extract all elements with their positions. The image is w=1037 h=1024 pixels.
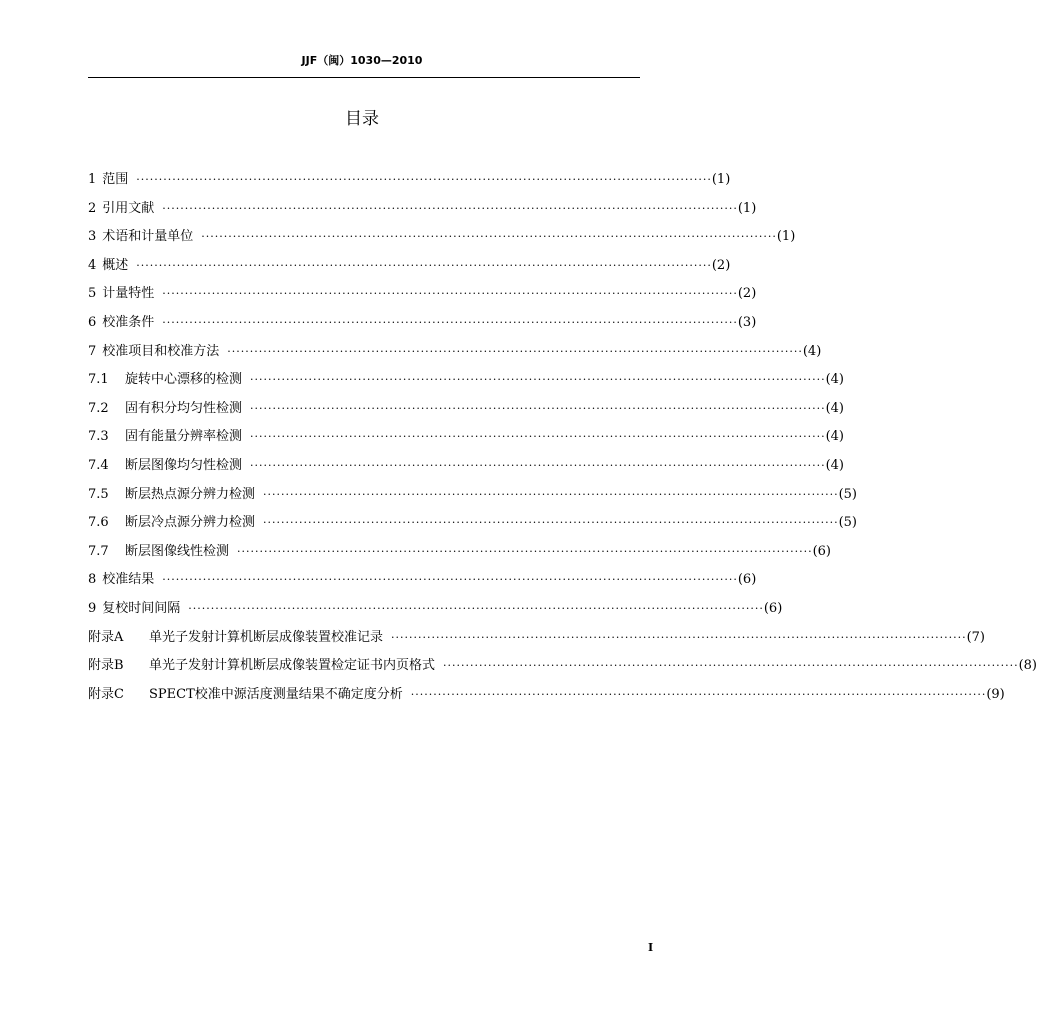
toc-entry[interactable] — [88, 425, 844, 454]
toc-entry-label: 术语和计量单位 — [102, 229, 194, 245]
toc-entry[interactable] — [88, 225, 796, 254]
toc-entry-page: (6) — [812, 543, 831, 559]
toc-entry[interactable] — [88, 311, 757, 340]
toc-entry-number: 9 — [88, 600, 97, 616]
toc-entry-label: 固有能量分辨率检测 — [125, 429, 243, 445]
toc-entry-label: 断层热点源分辨力检测 — [125, 486, 256, 502]
dot-leader: ································································································································ — [443, 659, 1019, 673]
toc-entry-label: 计量特性 — [102, 286, 155, 302]
header-rule — [88, 77, 640, 78]
toc-entry[interactable] — [88, 540, 831, 569]
toc-entry-label: 单光子发射计算机断层成像装置校准记录 — [149, 629, 384, 645]
dot-leader: ································································································································ — [162, 573, 738, 587]
dot-leader: ································································································································ — [162, 315, 738, 329]
toc-entry-number: 附录A — [88, 629, 124, 645]
toc-entry-page: (4) — [825, 429, 844, 445]
toc-entry-number: 7.1 — [88, 372, 109, 388]
toc-entry[interactable] — [88, 568, 757, 597]
dot-leader: ································································································································ — [263, 516, 839, 530]
toc-entry-number: 5 — [88, 286, 97, 302]
toc-entry[interactable] — [88, 597, 783, 626]
toc-entry[interactable] — [88, 397, 844, 426]
dot-leader: ································································································································ — [263, 487, 839, 501]
dot-leader: ································································································································ — [250, 401, 826, 415]
toc-entry-page: (4) — [825, 400, 844, 416]
toc-entry[interactable] — [88, 454, 844, 483]
dot-leader: ································································································································ — [136, 173, 712, 186]
toc-entry-number: 附录C — [88, 686, 124, 702]
toc-entry-number: 7 — [88, 343, 97, 359]
toc-entry-label: 校准结果 — [102, 572, 155, 588]
toc-entry-page: (5) — [838, 515, 857, 531]
toc-entry[interactable] — [88, 368, 844, 397]
toc-entry-number: 附录B — [88, 658, 124, 674]
toc-entry-page: (8) — [1018, 658, 1037, 674]
toc-entry[interactable] — [88, 340, 822, 369]
toc-entry-number: 7.4 — [88, 457, 109, 473]
dot-leader: ································································································································ — [250, 430, 826, 444]
toc-entry-page: (2) — [737, 286, 757, 302]
toc-entry-number: 4 — [88, 257, 97, 273]
toc-entry-label: 引用文献 — [102, 200, 155, 216]
toc-entry[interactable] — [88, 282, 757, 311]
toc-entry-number: 6 — [88, 314, 97, 330]
toc-entry[interactable] — [88, 197, 757, 226]
toc-entry-number: 7.2 — [88, 400, 109, 416]
toc-entry-label: 断层图像均匀性检测 — [125, 457, 243, 473]
toc-entry-label: 单光子发射计算机断层成像装置检定证书内页格式 — [149, 658, 436, 674]
toc-entry[interactable] — [88, 254, 731, 283]
toc-entry-number: 3 — [88, 229, 97, 245]
toc-entry[interactable] — [88, 626, 985, 655]
toc-entry[interactable] — [88, 683, 1005, 712]
toc-entry-page: (4) — [825, 372, 844, 388]
toc-entry-label: 校准项目和校准方法 — [102, 343, 220, 359]
dot-leader: ································································································································ — [162, 287, 738, 301]
table-of-contents — [88, 168, 1037, 711]
toc-entry-page: (3) — [737, 314, 757, 330]
toc-entry[interactable] — [88, 654, 1037, 683]
toc-entry-label: 概述 — [102, 257, 129, 273]
toc-entry-page: (7) — [966, 629, 985, 645]
toc-entry-page: (6) — [763, 600, 783, 616]
dot-leader: ································································································································ — [250, 373, 826, 387]
toc-entry-label: 校准条件 — [102, 314, 155, 330]
toc-entry-number: 7.5 — [88, 486, 109, 502]
toc-entry[interactable] — [88, 483, 857, 512]
toc-entry-page: (5) — [838, 486, 857, 502]
toc-entry-label: SPECT校准中源活度测量结果不确定度分析 — [149, 686, 403, 702]
toc-entry-label: 断层图像线性检测 — [125, 543, 230, 559]
dot-leader: ································································································································ — [188, 601, 764, 615]
dot-leader: ································································································································ — [201, 230, 777, 244]
toc-entry-number: 1 — [88, 172, 97, 187]
toc-entry-page: (1) — [776, 229, 796, 245]
toc-entry[interactable] — [88, 511, 857, 540]
toc-entry-number: 7.3 — [88, 429, 109, 445]
dot-leader: ································································································································ — [227, 344, 803, 358]
dot-leader: ································································································································ — [410, 687, 987, 701]
document-code-header: JJF（闽）1030—2010 — [301, 54, 423, 67]
page-title: 目录 — [345, 109, 379, 129]
dot-leader: ································································································································ — [250, 458, 826, 472]
toc-entry-page: (6) — [737, 572, 757, 588]
toc-entry-number: 7.6 — [88, 515, 109, 531]
toc-entry-page: (2) — [711, 257, 731, 273]
toc-entry-page: (1) — [737, 200, 757, 216]
toc-entry-label: 断层冷点源分辨力检测 — [125, 515, 256, 531]
dot-leader: ································································································································ — [237, 544, 813, 558]
toc-entry-label: 固有积分均匀性检测 — [125, 400, 243, 416]
toc-entry-number: 7.7 — [88, 543, 109, 559]
toc-entry-page: (9) — [986, 686, 1005, 702]
toc-entry-label: 旋转中心漂移的检测 — [125, 372, 243, 388]
dot-leader: ································································································································ — [136, 258, 712, 272]
toc-entry-number: 2 — [88, 200, 97, 216]
dot-leader: ································································································································ — [391, 630, 967, 644]
toc-entry-page: (4) — [802, 343, 822, 359]
toc-entry-page: (4) — [825, 457, 844, 473]
toc-entry-page: (1) — [711, 172, 731, 187]
page-number: I — [648, 941, 654, 954]
dot-leader: ································································································································ — [162, 201, 738, 215]
toc-entry-number: 8 — [88, 572, 97, 588]
toc-entry[interactable] — [88, 168, 731, 197]
toc-entry-label: 范围 — [102, 172, 129, 187]
toc-entry-label: 复校时间间隔 — [102, 600, 181, 616]
